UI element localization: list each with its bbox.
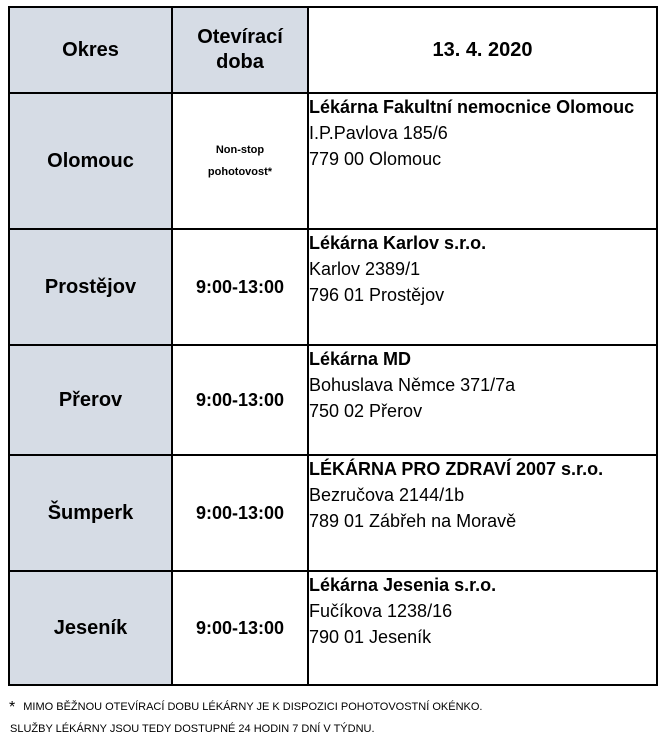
header-district: Okres (9, 7, 172, 93)
footnote-marker: * (9, 699, 16, 716)
table-row (9, 455, 657, 571)
footnote-text-1: MIMO BĚŽNOU OTEVÍRACÍ DOBU LÉKÁRNY JE K DISPOZICI POHOTOVOSTNÍ OKÉNKO. (23, 701, 483, 713)
pharmacy-schedule-table (8, 6, 658, 686)
pharmacy-cell (308, 229, 657, 345)
pharmacy-city: 750 02 Přerov (309, 401, 423, 421)
pharmacy-street: I.P.Pavlova 185/6 (309, 123, 448, 143)
district-cell: Olomouc (9, 93, 172, 229)
table-header-row (9, 7, 657, 93)
pharmacy-street: Bohuslava Němce 371/7a (309, 375, 516, 395)
pharmacy-street: Bezručova 2144/1b (309, 485, 465, 505)
table-row (9, 229, 657, 345)
pharmacy-city: 790 01 Jeseník (309, 627, 432, 647)
pharmacy-cell (308, 93, 657, 229)
pharmacy-name: Lékárna MD (309, 349, 412, 369)
hours-cell: 9:00-13:00 (172, 571, 308, 685)
pharmacy-city: 779 00 Olomouc (309, 149, 442, 169)
table-row (9, 345, 657, 455)
pharmacy-city: 789 01 Zábřeh na Moravě (309, 511, 517, 531)
pharmacy-name: LÉKÁRNA PRO ZDRAVÍ 2007 s.r.o. (309, 459, 604, 479)
pharmacy-cell (308, 455, 657, 571)
pharmacy-name: Lékárna Jesenia s.r.o. (309, 575, 497, 595)
footnote-line-2: SLUŽBY LÉKÁRNY JSOU TEDY DOSTUPNÉ 24 HODIN 7 DNÍ V TÝDNU. (10, 723, 375, 735)
hours-cell: 9:00-13:00 (172, 345, 308, 455)
hours-cell: 9:00-13:00 (172, 229, 308, 345)
pharmacy-cell (308, 571, 657, 685)
pharmacy-name: Lékárna Fakultní nemocnice Olomouc (309, 97, 635, 117)
hours-cell: 9:00-13:00 (172, 455, 308, 571)
district-cell: Jeseník (9, 571, 172, 685)
hours-cell (172, 93, 308, 229)
hours-text: Non-stop pohotovost* (207, 144, 273, 178)
pharmacy-city: 796 01 Prostějov (309, 285, 445, 305)
table-row (9, 93, 657, 229)
district-cell: Prostějov (9, 229, 172, 345)
pharmacy-name: Lékárna Karlov s.r.o. (309, 233, 487, 253)
header-date: 13. 4. 2020 (308, 7, 657, 93)
pharmacy-street: Fučíkova 1238/16 (309, 601, 453, 621)
pharmacy-cell (308, 345, 657, 455)
table-row (9, 571, 657, 685)
district-cell: Šumperk (9, 455, 172, 571)
footnote-line-1 (9, 697, 482, 716)
header-opening-hours: Otevírací doba (172, 7, 308, 93)
district-cell: Přerov (9, 345, 172, 455)
pharmacy-street: Karlov 2389/1 (309, 259, 421, 279)
